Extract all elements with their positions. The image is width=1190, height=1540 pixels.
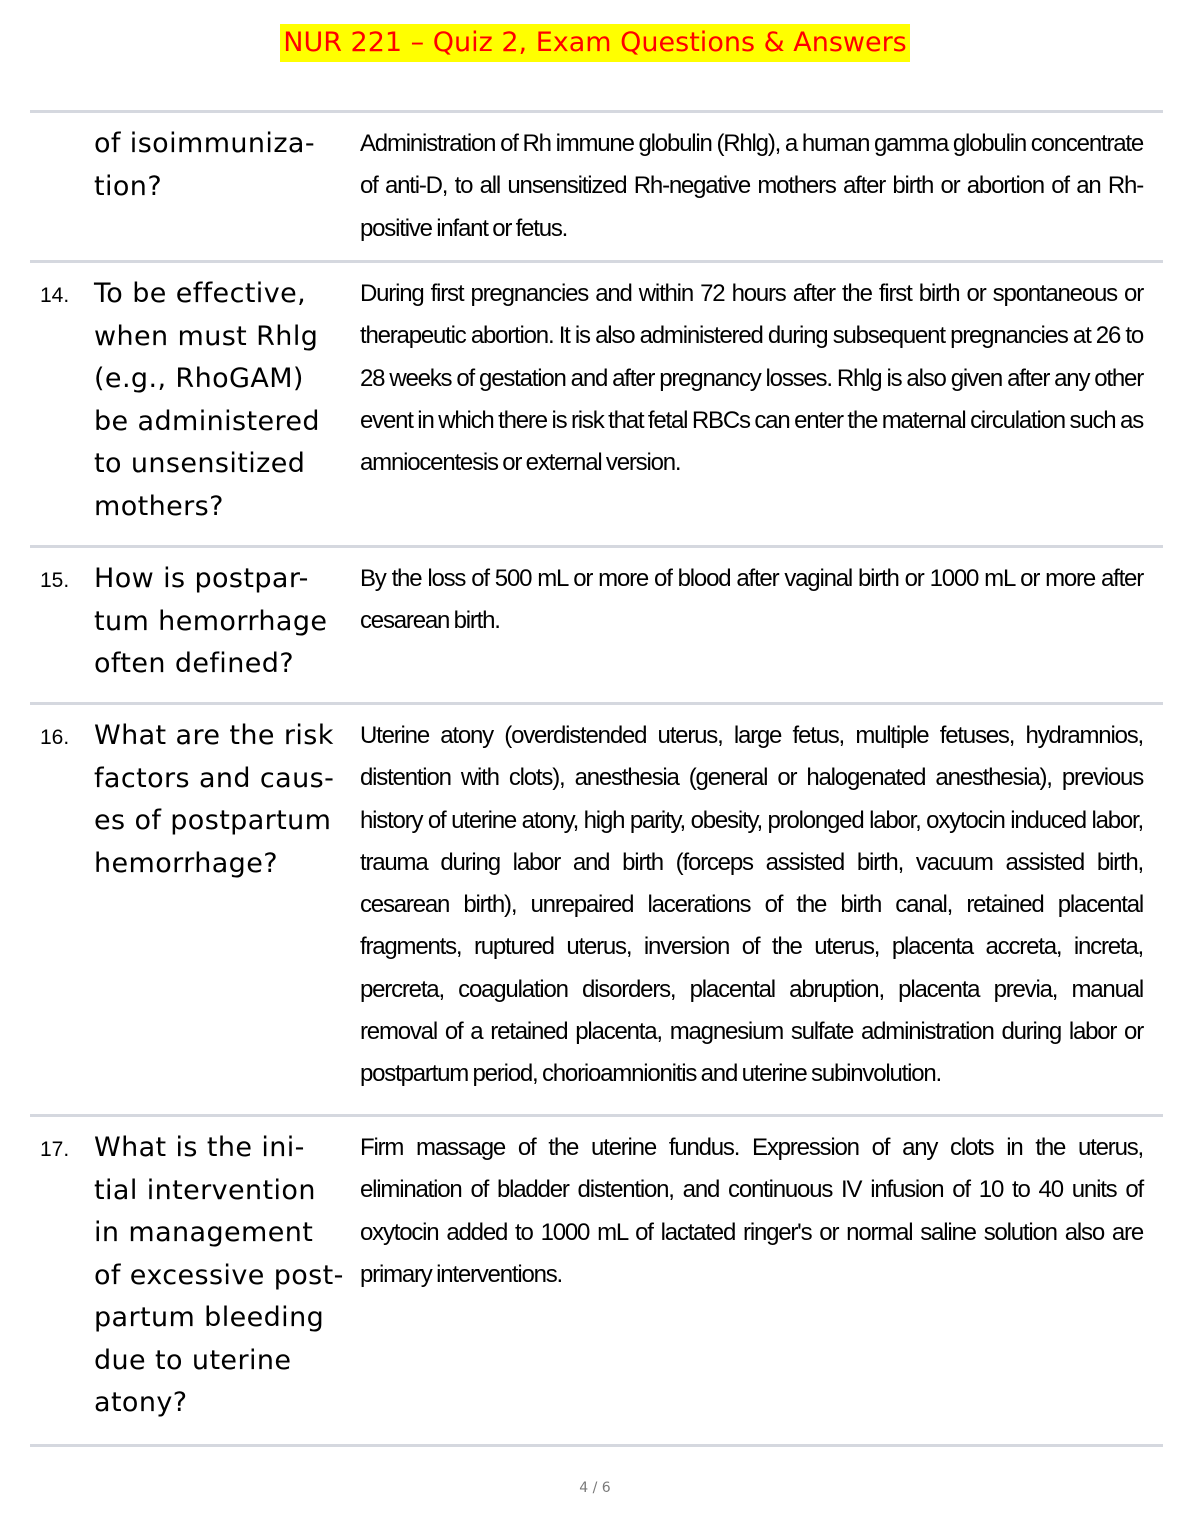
qa-row [30,705,1163,1117]
answer-text: Firm massage of the uterine fundus. Expression of any clots in the uterus, elimination of bladder distention, and continuous IV infusion of 10 to 40 units of oxytocin added to 1000 mL of lactated ringer's or normal saline solution also are primary interventions. [360,1134,1143,1288]
qa-row [30,263,1163,548]
question-number: 16. [40,726,70,749]
question-text: What are the risk factors and caus- es of postpartum hemorrhage? [94,720,335,879]
qa-row [30,548,1163,705]
qa-row [30,113,1163,263]
answer-text: By the loss of 500 mL or more of blood after vaginal birth or 1000 mL or more after cesarean birth. [360,565,1143,635]
question-text: What is the ini- tial intervention in management of excessive post- partum bleeding due to uterine atony? [94,1132,344,1418]
answer-text: Uterine atony (overdistended uterus, large fetus, multiple fetuses, hydramnios, distention with clots), anesthesia (general or halogenated anesthesia), previous history of uterine atony, high parity, obesity, prolonged labor, oxytocin induced labor, trauma during labor and birth (forceps assisted birth, vacuum assisted birth, cesarean birth), unrepaired lacerations of the birth canal, retained placental fragments, ruptured uterus, inversion of the uterus, placenta accreta, increta, percreta, coagulation disorders, placental abruption, placenta previa, manual removal of a retained placenta, magnesium sulfate administration during labor or postpartum period, chorioamnionitis and uterine subinvolution. [360,722,1143,1088]
page-title-container [0,24,1190,62]
page-title: NUR 221 – Quiz 2, Exam Questions & Answers [280,24,910,62]
qa-row [30,1117,1163,1447]
answer-text: During first pregnancies and within 72 hours after the first birth or spontaneous or therapeutic abortion. It is also administered during subsequent pregnancies at 26 to 28 weeks of gestation and after pregnancy losses. Rhlg is also given after any other event in which there is risk that fetal RBCs can enter the maternal circulation such as amniocentesis or external version. [360,280,1143,477]
question-text: How is postpar- tum hemorrhage often defined? [94,563,328,679]
answer-text: Administration of Rh immune globulin (Rhlg), a human gamma globulin concentrate of anti-D, to all unsensitized Rh-negative mothers after birth or abortion of an Rh-positive infant or fetus. [360,130,1143,242]
question-text: To be effective, when must Rhlg (e.g., RhoGAM) be administered to unsensitized mothers? [94,278,320,522]
question-number: 17. [40,1138,70,1161]
page-number: 4 / 6 [579,1480,611,1496]
qa-table [30,110,1163,1447]
question-number [30,123,94,242]
question-text: of isoimmuniza- tion? [94,128,315,202]
question-number: 14. [40,284,70,307]
question-number: 15. [40,569,70,592]
